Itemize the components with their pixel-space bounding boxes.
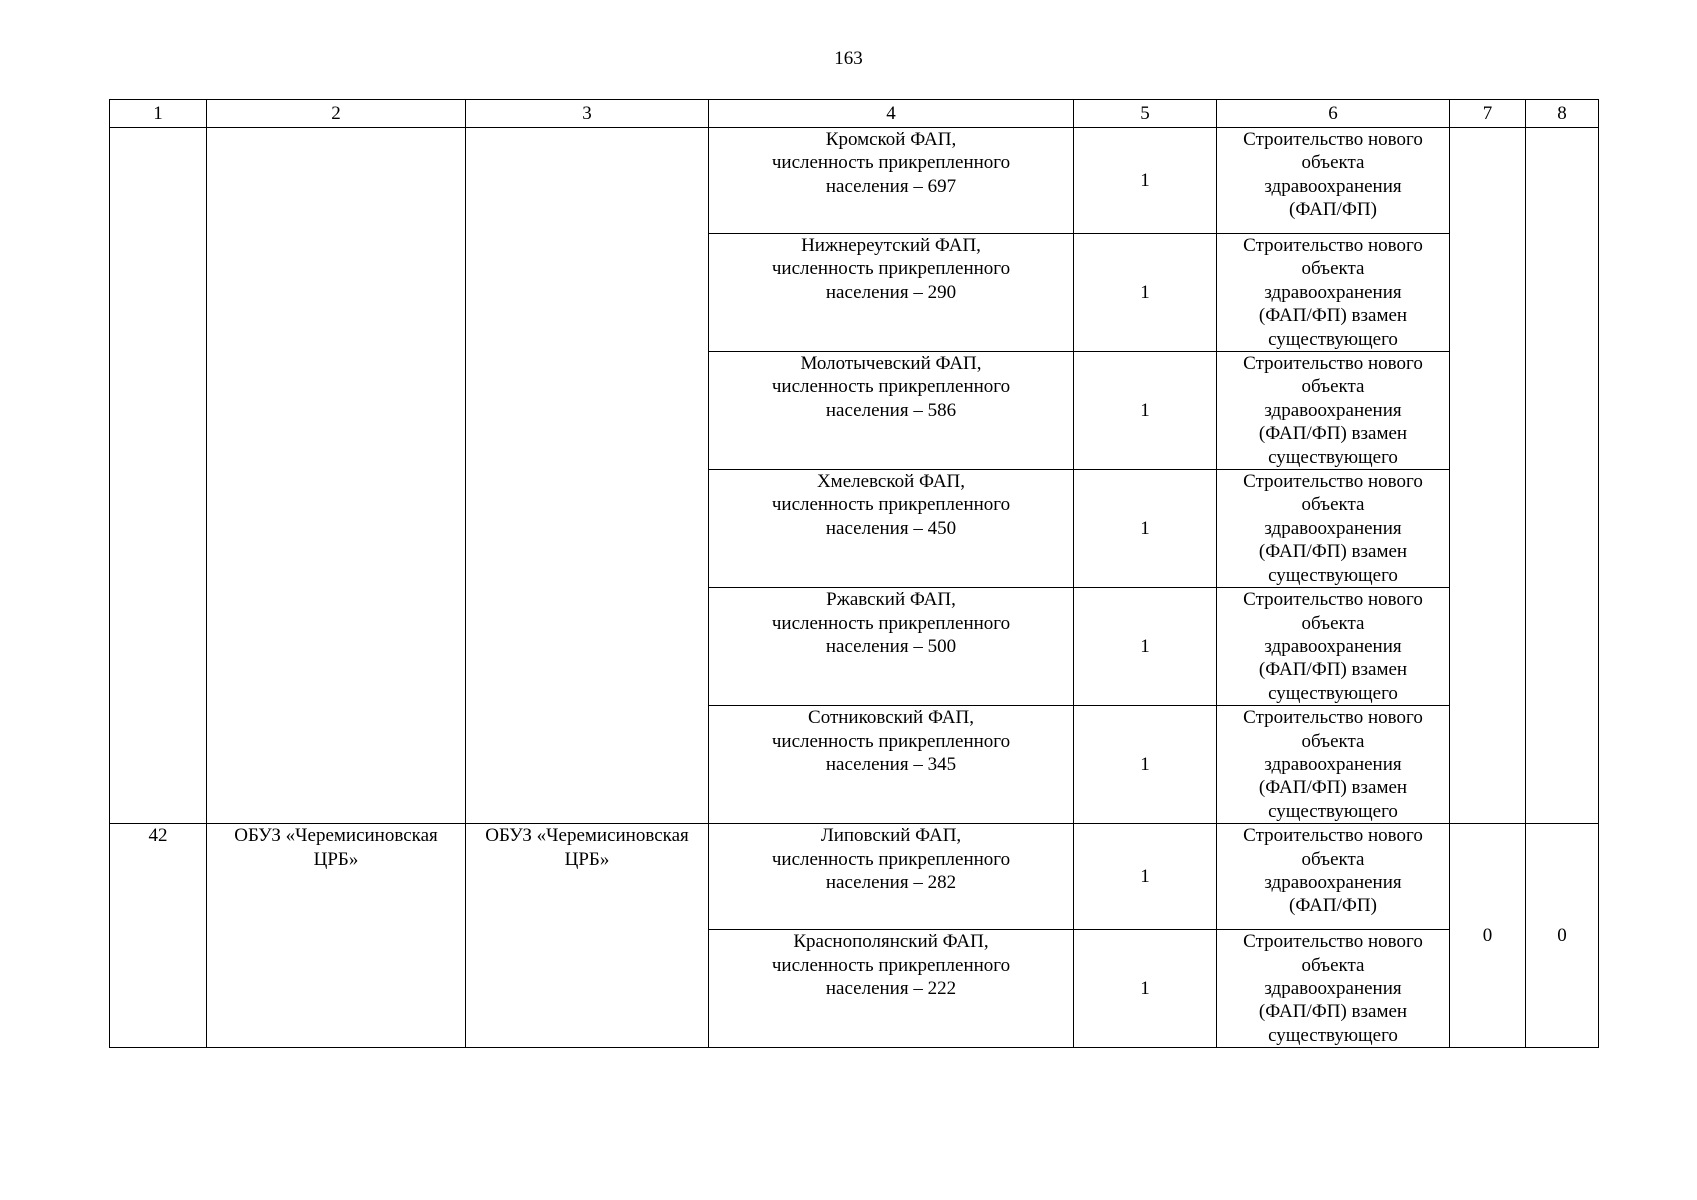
facility-cell: Липовский ФАП, численность прикрепленного населения – 282 (709, 824, 1074, 930)
action-cell: Строительство нового объекта здравоохранения (ФАП/ФП) взамен существующего (1217, 352, 1450, 470)
facility-cell: Нижнереутский ФАП, численность прикрепленного населения – 290 (709, 234, 1074, 352)
header-cell: 4 (709, 100, 1074, 128)
header-cell: 7 (1450, 100, 1526, 128)
institution-cell: ОБУЗ «Черемисиновская ЦРБ» (466, 824, 709, 1048)
action-cell: Строительство нового объекта здравоохранения (ФАП/ФП) взамен существующего (1217, 470, 1450, 588)
action-cell: Строительство нового объекта здравоохранения (ФАП/ФП) взамен существующего (1217, 234, 1450, 352)
organization-cell (207, 128, 466, 824)
number-cell: 42 (110, 824, 207, 1048)
table-row (110, 824, 1599, 930)
header-cell: 6 (1217, 100, 1450, 128)
action-cell: Строительство нового объекта здравоохранения (ФАП/ФП) взамен существующего (1217, 706, 1450, 824)
count-cell: 1 (1074, 824, 1217, 930)
count-cell: 1 (1074, 470, 1217, 588)
count-cell: 1 (1074, 128, 1217, 234)
action-cell: Строительство нового объекта здравоохранения (ФАП/ФП) взамен существующего (1217, 930, 1450, 1048)
facility-cell: Ржавский ФАП, численность прикрепленного населения – 500 (709, 588, 1074, 706)
facility-cell: Хмелевской ФАП, численность прикрепленного населения – 450 (709, 470, 1074, 588)
col7-cell (1450, 128, 1526, 824)
page-number: 163 (834, 48, 863, 69)
count-cell: 1 (1074, 706, 1217, 824)
action-cell: Строительство нового объекта здравоохранения (ФАП/ФП) взамен существующего (1217, 588, 1450, 706)
action-cell: Строительство нового объекта здравоохранения (ФАП/ФП) (1217, 824, 1450, 930)
facility-cell: Кромской ФАП, численность прикрепленного населения – 697 (709, 128, 1074, 234)
table-row (110, 128, 1599, 234)
header-cell: 8 (1526, 100, 1599, 128)
facilities-table (109, 99, 1599, 1048)
count-cell: 1 (1074, 352, 1217, 470)
header-cell: 1 (110, 100, 207, 128)
table-header-row (110, 100, 1599, 128)
col8-cell (1526, 128, 1599, 824)
facility-cell: Краснополянский ФАП, численность прикрепленного населения – 222 (709, 930, 1074, 1048)
organization-cell: ОБУЗ «Черемисиновская ЦРБ» (207, 824, 466, 1048)
count-cell: 1 (1074, 930, 1217, 1048)
facility-cell: Сотниковский ФАП, численность прикрепленного населения – 345 (709, 706, 1074, 824)
header-cell: 2 (207, 100, 466, 128)
count-cell: 1 (1074, 234, 1217, 352)
number-cell (110, 128, 207, 824)
institution-cell (466, 128, 709, 824)
col8-cell: 0 (1526, 824, 1599, 1048)
col7-cell: 0 (1450, 824, 1526, 1048)
header-cell: 5 (1074, 100, 1217, 128)
header-cell: 3 (466, 100, 709, 128)
action-cell: Строительство нового объекта здравоохранения (ФАП/ФП) (1217, 128, 1450, 234)
count-cell: 1 (1074, 588, 1217, 706)
facility-cell: Молотычевский ФАП, численность прикрепленного населения – 586 (709, 352, 1074, 470)
